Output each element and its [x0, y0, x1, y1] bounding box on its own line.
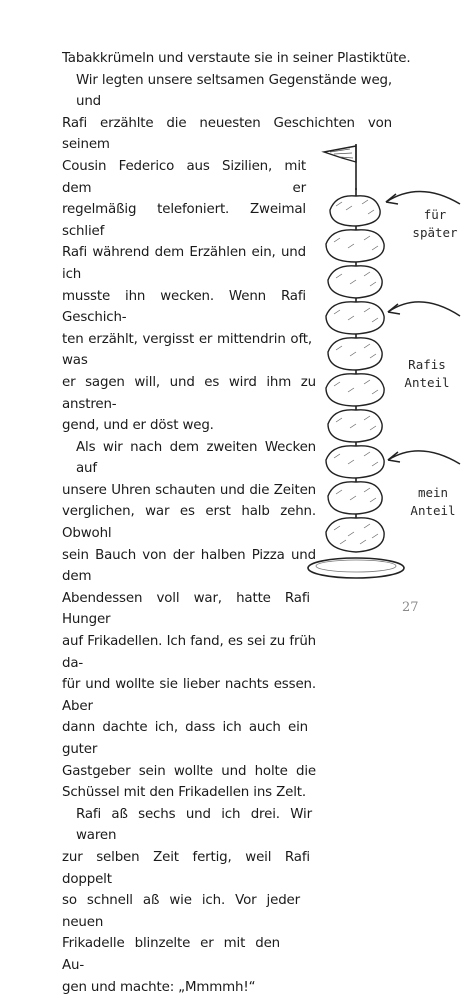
- text-line: gend, und er döst weg.: [62, 418, 214, 434]
- text-line: Als wir nach dem zweiten Wecken auf: [76, 439, 316, 477]
- text-line: dann dachte ich, dass ich auch ein guter: [62, 720, 308, 757]
- text-line: Rafi aß sechs und ich drei. Wir waren: [76, 806, 312, 844]
- text-line: er sagen will, und es wird ihm zu anstren-: [62, 374, 316, 412]
- text-line: unsere Uhren schauten und die Zeiten: [62, 482, 316, 498]
- page-number: 27: [402, 600, 419, 615]
- text-line: Cousin Federico aus Sizilien, mit dem er: [62, 158, 306, 196]
- text-line: Gastgeber sein wollte und holte die: [62, 763, 316, 779]
- text-line: zur selben Zeit fertig, weil Rafi doppelt: [62, 849, 310, 887]
- text-line: Rafi während dem Erzählen ein, und ich: [62, 245, 306, 282]
- text-line: auf Frikadellen. Ich fand, es sei zu früh da-: [62, 634, 316, 671]
- text-line: verglichen, war es erst halb zehn. Obwohl: [62, 504, 316, 542]
- label-mein-anteil: mein Anteil: [410, 485, 456, 518]
- text-line: so schnell aß wie ich. Vor jeder neuen: [62, 893, 300, 930]
- text-line: für und wollte sie lieber nachts essen. Aber: [62, 677, 316, 714]
- text-line: musste ihn wecken. Wenn Rafi Geschich-: [62, 288, 306, 326]
- text-line: Wir legten unsere seltsamen Gegenstände weg, und: [76, 72, 392, 110]
- label-rafis-anteil: Rafis Anteil: [404, 357, 450, 390]
- text-line: ten erzählt, vergisst er mittendrin oft, was: [62, 331, 312, 369]
- text-line: sein Bauch von der halben Pizza und dem: [62, 547, 316, 585]
- text-line: Abendessen voll war, hatte Rafi Hunger: [62, 590, 310, 628]
- text-line: Tabakkrümeln und verstaute sie in seiner Plastiktüte.: [62, 51, 411, 66]
- text-line: Frikadelle blinzelte er mit den Au-: [62, 936, 280, 973]
- text-line: Rafi erzählte die neuesten Geschichten von seinem: [62, 115, 392, 153]
- text-line: gen und machte: „Mmmmh!“: [62, 979, 256, 995]
- label-fuer-spaeter: für später: [412, 207, 458, 240]
- text-line: Schüssel mit den Frikadellen ins Zelt.: [62, 785, 306, 801]
- text-line: regelmäßig telefoniert. Zweimal schlief: [62, 202, 306, 239]
